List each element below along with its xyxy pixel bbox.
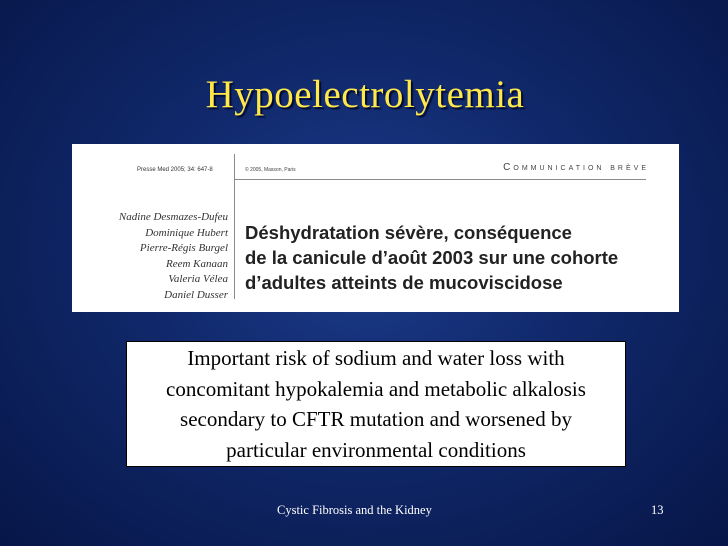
- callout-line: particular environmental conditions: [226, 437, 526, 462]
- copyright-notice: © 2005, Masson, Paris: [245, 167, 296, 173]
- author: Nadine Desmazes-Dufeu: [118, 211, 228, 223]
- article-title-line: Déshydratation sévère, conséquence: [245, 222, 572, 243]
- slide-footer: Cystic Fibrosis and the Kidney: [277, 503, 432, 517]
- callout-line: secondary to CFTR mutation and worsened by: [180, 407, 572, 431]
- header-divider: [234, 179, 646, 180]
- column-divider: [234, 154, 235, 299]
- article-excerpt-image: [72, 144, 679, 312]
- author-list: [72, 210, 228, 304]
- journal-citation: Presse Med 2005; 34: 647-8: [137, 167, 213, 173]
- section-label: Communication brève: [503, 162, 649, 173]
- callout-line: concomitant hypokalemia and metabolic alkalosis: [166, 376, 586, 401]
- article-title-line: d’adultes atteints de mucoviscidose: [245, 272, 563, 293]
- author: Dominique Hubert: [145, 226, 228, 239]
- author: Daniel Dusser: [164, 288, 228, 301]
- author: Reem Kanaan: [165, 257, 228, 270]
- author: Pierre-Régis Burgel: [139, 242, 228, 255]
- slide-title: Hypoelectrolytemia: [205, 73, 525, 116]
- slide-number: 13: [651, 503, 664, 517]
- callout-line: Important risk of sodium and water loss with: [187, 346, 565, 370]
- summary-callout-box: [126, 341, 626, 467]
- article-title: [245, 220, 665, 295]
- author: Valeria Vélea: [168, 273, 228, 286]
- article-title-line: de la canicule d’août 2003 sur une cohorte: [245, 247, 619, 268]
